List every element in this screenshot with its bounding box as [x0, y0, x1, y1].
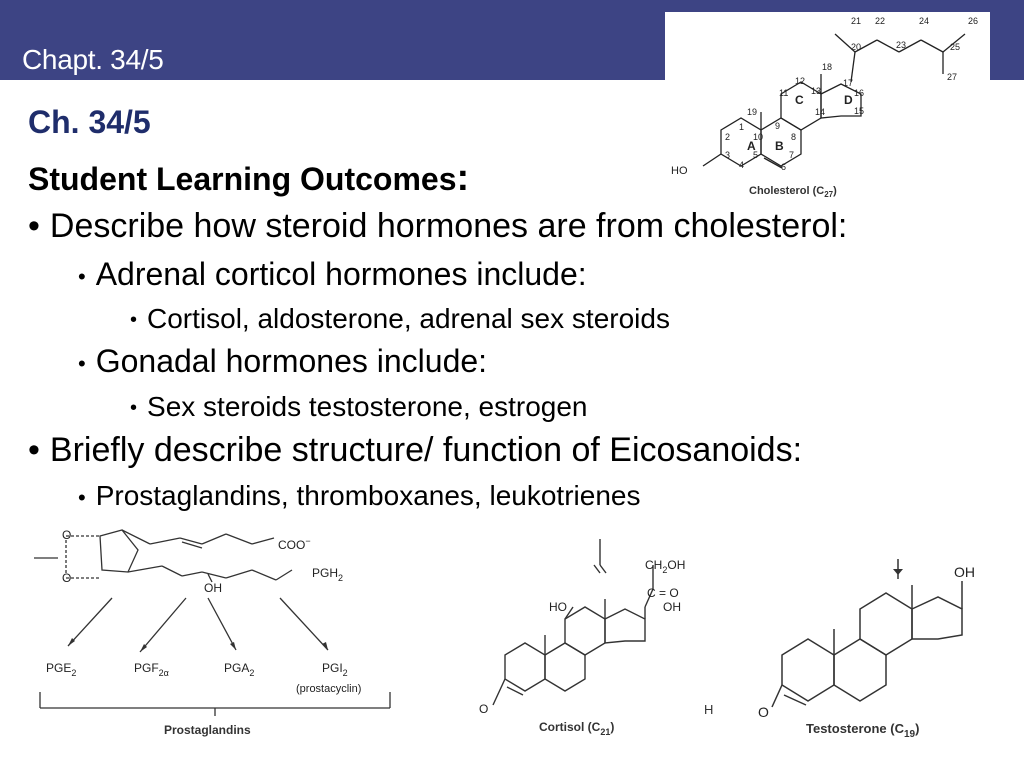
- svg-text:22: 22: [875, 16, 886, 26]
- prostaglandins-group-label: Prostaglandins: [164, 723, 251, 737]
- svg-text:B: B: [775, 139, 784, 153]
- pge2-label: $PGE_2$: [46, 661, 77, 678]
- bullet-adrenal-examples: • Cortisol, aldosterone, adrenal sex steroids: [130, 303, 670, 334]
- svg-text:8: 8: [791, 132, 797, 142]
- cholesterol-ho-label: HO: [671, 165, 688, 177]
- learning-outcomes-heading: Student Learning Outcomes:: [28, 157, 470, 199]
- svg-text:26: 26: [968, 16, 979, 26]
- pgf2a-label: $PGF_{2\alpha}$: [134, 661, 169, 678]
- bullet-eicosanoids: • Briefly describe structure/ function of Eicosanoids:: [28, 431, 803, 469]
- svg-text:9: 9: [775, 121, 781, 131]
- svg-text:5: 5: [753, 150, 759, 160]
- svg-text:C: C: [795, 93, 804, 107]
- svg-text:13: 13: [811, 86, 822, 96]
- svg-text:1: 1: [739, 122, 745, 132]
- svg-text:6: 6: [781, 162, 787, 172]
- pg-o-bottom: O: [62, 571, 72, 585]
- svg-text:21: 21: [851, 16, 862, 26]
- svg-text:27: 27: [947, 72, 958, 82]
- svg-text:20: 20: [851, 42, 862, 52]
- pgh2-label: $PGH_2$: [312, 566, 344, 583]
- svg-text:2: 2: [725, 132, 731, 142]
- cortisol-oh-label: OH: [663, 600, 681, 614]
- svg-text:12: 12: [795, 76, 806, 86]
- testosterone-caption: Testosterone $(C_{19})$: [806, 721, 920, 740]
- svg-text:7: 7: [789, 150, 795, 160]
- bullet-gonadal-examples: • Sex steroids testosterone, estrogen: [130, 391, 588, 422]
- svg-text:24: 24: [919, 16, 930, 26]
- cortisol-structure: [475, 535, 715, 745]
- svg-text:18: 18: [822, 62, 833, 72]
- pgi2-label: $PGI_2$: [322, 661, 348, 678]
- bullet-adrenal-hormones: • Adrenal corticol hormones include:: [78, 256, 587, 292]
- bullet-gonadal-hormones: • Gonadal hormones include:: [78, 343, 488, 379]
- testosterone-oh-label: OH: [954, 564, 975, 580]
- cortisol-o-label: O: [479, 702, 489, 716]
- cholesterol-caption: Cholesterol $(C_{27})$: [749, 185, 837, 199]
- svg-text:15: 15: [854, 106, 865, 116]
- cortisol-ho-label: HO: [549, 600, 567, 614]
- svg-text:14: 14: [815, 107, 826, 117]
- pg-coo-label: COO−: [278, 536, 311, 552]
- svg-text:3: 3: [725, 150, 731, 160]
- slide-heading: Ch. 34/5: [28, 104, 151, 140]
- svg-text:17: 17: [843, 78, 854, 88]
- svg-text:23: 23: [896, 40, 907, 50]
- svg-text:D: D: [844, 93, 853, 107]
- prostacyclin-label: (prostacyclin): [296, 683, 362, 695]
- svg-text:11: 11: [779, 88, 789, 98]
- chapter-label: Chapt. 34/5: [22, 44, 164, 75]
- cortisol-c-o-label: C = O: [647, 586, 679, 600]
- pga2-label: $PGA_2$: [224, 661, 255, 678]
- svg-text:10: 10: [753, 132, 764, 142]
- pg-oh-label: OH: [204, 581, 222, 595]
- prostaglandin-pathway: [30, 520, 400, 745]
- cholesterol-structure: [665, 12, 990, 204]
- bullet-eicosanoid-types: • Prostaglandins, thromboxanes, leukotrienes: [78, 480, 641, 511]
- h-label: H: [704, 702, 714, 717]
- svg-text:16: 16: [854, 88, 865, 98]
- testosterone-structure: [752, 545, 1002, 745]
- testosterone-o-label: O: [758, 704, 769, 720]
- cortisol-caption: Cortisol $(C_{21})$: [539, 720, 615, 737]
- pg-o-top: O: [62, 528, 72, 542]
- svg-text:A: A: [747, 139, 756, 153]
- bullet-steroid-hormones: • Describe how steroid hormones are from cholesterol:: [28, 207, 848, 245]
- svg-text:4: 4: [739, 160, 745, 170]
- cortisol-ch2oh-label: $CH_2OH$: [645, 558, 686, 575]
- svg-text:25: 25: [950, 42, 961, 52]
- svg-text:19: 19: [747, 107, 758, 117]
